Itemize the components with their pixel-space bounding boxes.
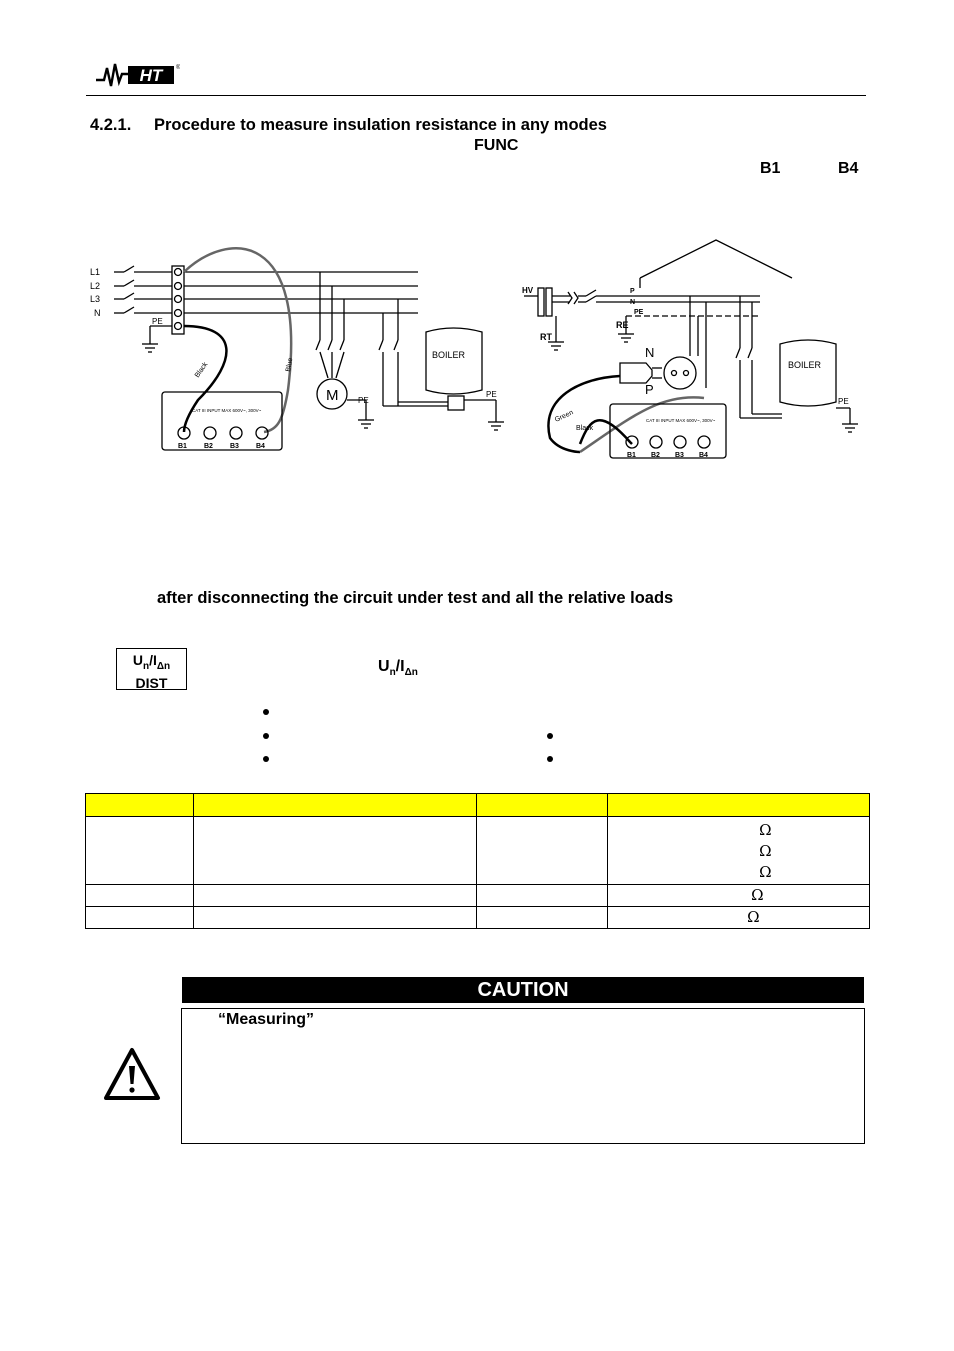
- right-hv-label: HV: [522, 286, 534, 295]
- bullet-2: [263, 733, 269, 739]
- table-header-cell: [477, 794, 608, 817]
- left-pe-motor: PE: [358, 396, 369, 405]
- un-idn-dist-key[interactable]: [116, 648, 187, 690]
- table-row: [86, 885, 870, 907]
- right-lead-black: Black: [576, 425, 594, 432]
- left-terminal-b1: B1: [178, 443, 187, 450]
- diagram-right: [520, 238, 865, 462]
- diagram-left: [88, 240, 508, 460]
- table-cell: [477, 907, 608, 929]
- table-header-cell: [193, 794, 477, 817]
- table-cell: [608, 907, 870, 929]
- brand-logo: [94, 60, 180, 88]
- caution-title: CAUTION: [182, 977, 864, 1003]
- right-terminal-b4: B4: [699, 452, 708, 459]
- right-panel-text: CAT III INPUT MAX 600V~, 300V~: [646, 418, 716, 423]
- right-boiler-label: BOILER: [788, 360, 822, 370]
- logo-text: HT: [139, 66, 163, 85]
- left-motor-label: M: [326, 387, 339, 404]
- right-bus-pe: PE: [634, 309, 644, 316]
- kw-b4: B4: [838, 160, 859, 177]
- key-line-1: $U_n/I_{\Delta n}$: [132, 652, 171, 672]
- left-line-l3: L3: [90, 294, 101, 304]
- kw-func: FUNC: [474, 137, 519, 154]
- table-cell: [608, 885, 870, 907]
- caution-measuring: “Measuring”: [218, 1011, 315, 1028]
- table-header-cell: [86, 794, 194, 817]
- omega-symbol: Ω: [759, 821, 772, 839]
- right-terminal-b2: B2: [651, 452, 660, 459]
- right-pe-label: PE: [838, 397, 849, 406]
- table-row: [86, 817, 870, 885]
- right-socket-n: N: [645, 345, 655, 360]
- right-terminal-b3: B3: [675, 452, 684, 459]
- right-bus-p: P: [630, 288, 635, 295]
- left-lead-black: Black: [193, 361, 210, 380]
- ht-logo-icon: [94, 60, 180, 88]
- right-socket-p: P: [645, 382, 654, 397]
- left-terminal-b4: B4: [256, 443, 265, 450]
- table-header-cell: [608, 794, 870, 817]
- right-re-label: RE: [616, 320, 629, 330]
- warning-icon: [102, 1046, 162, 1102]
- left-pe-label: PE: [152, 317, 163, 326]
- section-number: 4.2.1.: [90, 116, 132, 134]
- table-cell: [86, 817, 194, 885]
- right-terminal-b1: B1: [627, 452, 636, 459]
- table-cell: [477, 885, 608, 907]
- left-boiler-label: BOILER: [432, 350, 466, 360]
- key-line-2: DIST: [135, 674, 168, 691]
- omega-symbol: Ω: [747, 908, 760, 926]
- kw-b1: B1: [760, 160, 781, 177]
- table-cell: [477, 817, 608, 885]
- omega-symbol: Ω: [751, 886, 764, 904]
- left-line-l1: L1: [90, 267, 101, 277]
- right-lead-green: Green: [553, 409, 575, 424]
- table-cell: [193, 817, 477, 885]
- omega-symbol: Ω: [759, 863, 772, 881]
- left-lead-blue: Blue: [285, 357, 295, 373]
- bullet-1: [263, 709, 269, 715]
- table-row: [86, 907, 870, 929]
- bullet-4: [547, 733, 553, 739]
- table-cell: [86, 907, 194, 929]
- left-pe-boiler: PE: [486, 390, 497, 399]
- omega-symbol: Ω: [759, 842, 772, 860]
- table-cell: [193, 885, 477, 907]
- bullet-5: [547, 756, 553, 762]
- section-title: Procedure to measure insulation resistance in any modes: [154, 116, 607, 134]
- disconnect-note: after disconnecting the circuit under test and all the relative loads: [157, 589, 674, 607]
- inline-key-label: $U_n/I_{\Delta n}$: [378, 658, 418, 679]
- measurement-range-table: [85, 793, 870, 929]
- left-line-l2: L2: [90, 281, 101, 291]
- right-bus-n: N: [630, 299, 636, 306]
- logo-mark: ®: [176, 65, 180, 71]
- table-header-row: [86, 794, 870, 817]
- left-panel-text: CAT III INPUT MAX 600V~, 300V~: [192, 408, 262, 413]
- right-rt-label: RT: [540, 332, 552, 342]
- header-rule: [86, 95, 866, 96]
- bullet-3: [263, 756, 269, 762]
- left-line-n: N: [94, 308, 101, 318]
- section-heading: [90, 116, 607, 135]
- table-cell: [193, 907, 477, 929]
- table-cell: [608, 817, 870, 885]
- left-terminal-b2: B2: [204, 443, 213, 450]
- left-terminal-b3: B3: [230, 443, 239, 450]
- table-cell: [86, 885, 194, 907]
